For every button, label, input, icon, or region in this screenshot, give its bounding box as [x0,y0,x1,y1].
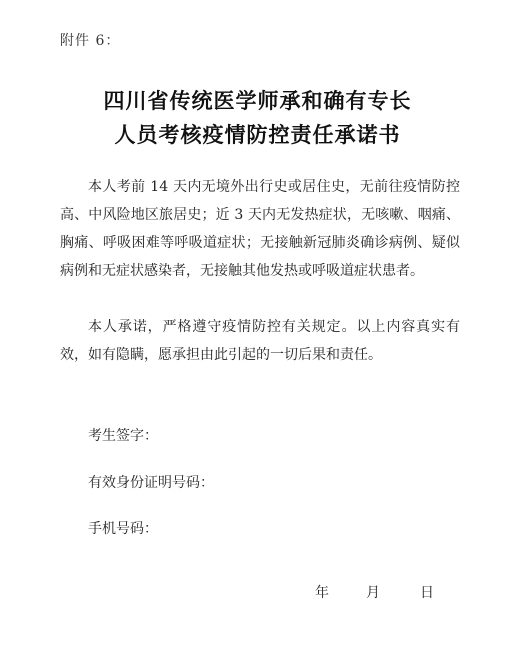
attachment-label: 附件 6： [60,33,121,49]
commitment-paragraph: 本人承诺，严格遵守疫情防控有关规定。以上内容真实有效，如有隐瞒，愿承担由此引起的一切后果和责任。 [60,319,460,363]
signature-field-label: 考生签字： [88,428,158,444]
date-month-label: 月 [366,585,380,601]
title-line-1: 四川省传统医学师承和确有专长 [103,88,412,113]
date-year-label: 年 [315,585,329,601]
date-day-label: 日 [420,585,434,601]
declaration-paragraph: 本人考前 14 天内无境外出行史或居住史，无前往疫情防控高、中风险地区旅居史；近 3 天内无发热症状，无咳嗽、咽痛、胸痛、呼吸困难等呼吸道症状；无接触新冠肺炎确诊病例、疑似病例和无症状感染者，无接触其他发热或呼吸道症状患者。 [60,179,460,279]
title-line-2: 人员考核疫情防控责任承诺书 [114,122,401,147]
id-number-field-label: 有效身份证明号码： [88,475,214,491]
phone-field-label: 手机号码： [88,521,158,537]
